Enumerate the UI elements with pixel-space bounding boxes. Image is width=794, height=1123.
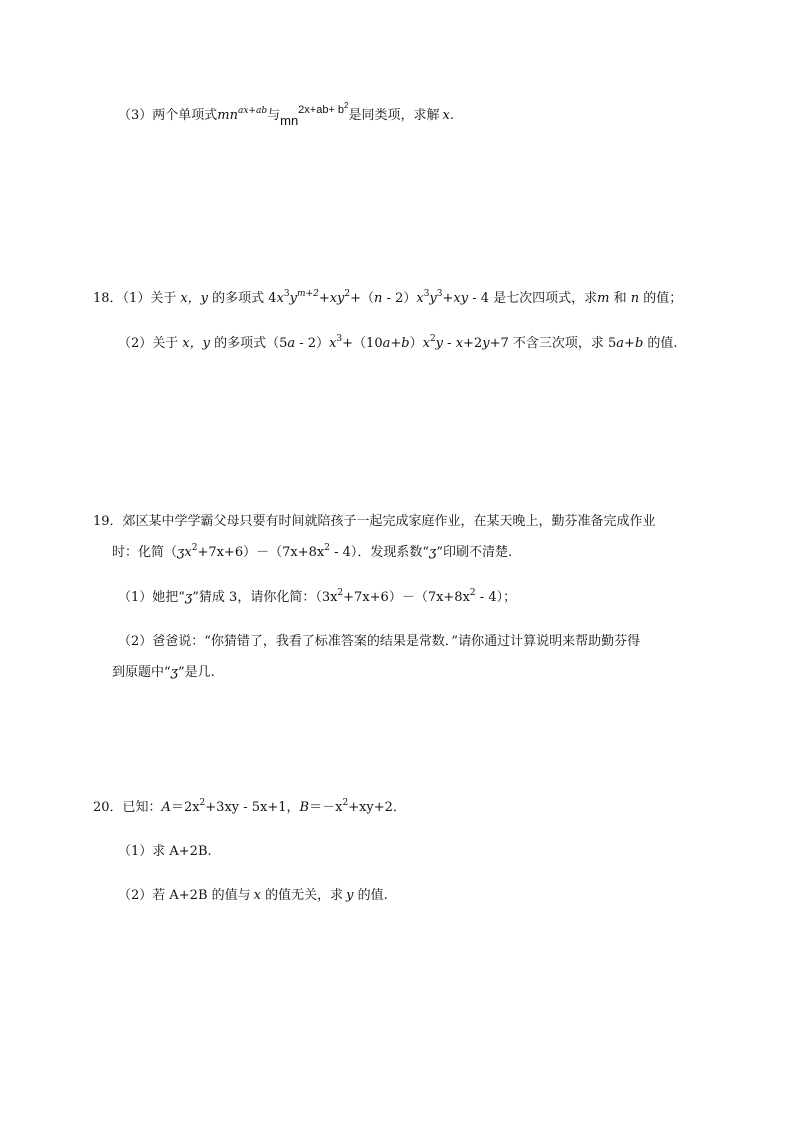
q18-a3: a: [616, 336, 625, 351]
q18-part1: [93, 290, 682, 308]
q20-intro: [93, 799, 406, 817]
q18-exp-mn: m+2: [297, 289, 319, 299]
q18-p2-f: +2: [463, 336, 483, 351]
q19-l2-a: 时：化简（: [112, 545, 178, 560]
q18-e3b: 3: [436, 289, 443, 299]
q19-p1-a: （1）她把“: [118, 590, 185, 605]
q19-l2-e: ”印刷不清楚.: [436, 545, 513, 560]
q18-e3c: 3: [336, 334, 343, 344]
q19-line1: 19．郊区某中学学霸父母只要有时间就陪孩子一起完成家庭作业，在某天晚上，勤芬准备完成作业: [93, 514, 656, 529]
q18-part2: [118, 335, 678, 353]
q17-var: x: [442, 108, 450, 123]
q18-minus4: - 4 是七次四项式，求: [468, 291, 598, 306]
q18-x2: x: [416, 291, 424, 306]
q18-he: 和: [609, 291, 631, 306]
q18-p2-c: +（10: [342, 336, 383, 351]
q18-plus-b: +b: [390, 336, 410, 351]
q18-end: 的值；: [639, 291, 683, 306]
monomial-1-base: mn: [217, 108, 238, 123]
q18-y2: y: [429, 291, 437, 306]
q18-p2-label: （2）关于: [118, 336, 179, 351]
monomial-2-exp: [298, 101, 349, 116]
q20-part2: [118, 887, 388, 905]
q20-B: B: [299, 800, 310, 815]
q18-b: b: [634, 336, 644, 351]
q20-part1: （1）求 A+2B.: [118, 844, 212, 859]
q18-p2-end: 的值.: [643, 336, 678, 351]
q20-rest1: +3xy - 5x+1，: [205, 800, 300, 815]
q19-l2-b: x: [184, 545, 192, 560]
q18-xy: +xy: [318, 291, 345, 306]
monomial-2-base: mn: [280, 113, 299, 128]
q19-sq1: 2: [191, 543, 198, 553]
q18-p2-h: +: [624, 336, 635, 351]
q17-end: .: [449, 108, 454, 123]
q18-p2-g: +7 不含三次项，求 5: [489, 336, 617, 351]
q18-p2-e: -: [443, 336, 456, 351]
q19-p2-b-a: 到原题中“: [112, 665, 171, 680]
q20-intro-a: 20．已知：: [93, 800, 162, 815]
q19-part2-line2: [112, 664, 215, 682]
q19-p1-c: +7x+6）－（7x+8x: [343, 590, 470, 605]
q18-a2: a: [382, 336, 391, 351]
q18-x4: x: [422, 336, 430, 351]
q19-p2-b-b: ”是几.: [178, 665, 215, 680]
q20-eq2: ＝－x: [309, 800, 343, 815]
q20-rest2: +xy+2．: [348, 800, 406, 815]
q20-x: x: [253, 888, 261, 903]
q18-x5: x: [455, 336, 464, 351]
q18-num: 18．（1）关于: [93, 291, 177, 306]
q18-n: n: [374, 291, 383, 306]
q20-eq1: ＝2x: [170, 800, 200, 815]
q20-p2-a: （2）若 A+2B 的值与: [118, 888, 251, 903]
q19-unclear-coef-2: ʒ: [429, 545, 437, 560]
q19-unclear-coef-4: ʒ: [170, 665, 178, 680]
q18-exp: 3: [283, 289, 290, 299]
q19-sq4: 2: [469, 588, 476, 598]
q19-part2-line1: （2）爸爸说：“你猜错了，我看了标准答案的结果是常数．”请你通过计算说明来帮助勤芬得: [118, 634, 641, 649]
q18-y3: y: [435, 336, 444, 351]
q18-vars: x，y: [180, 291, 209, 306]
q18-p2-a: 的多项式（5: [209, 336, 288, 351]
q19-sq3: 2: [337, 588, 344, 598]
q19-l2-d: - 4）．发现系数“: [329, 545, 430, 560]
q18-y4: y: [482, 336, 490, 351]
q17-part3-label: （3）两个单项式: [118, 108, 218, 123]
monomial-2-exp-text: 2x+ab+ b: [298, 104, 345, 116]
q18-e3: 3: [423, 289, 430, 299]
q20-p2-b: 的值无关，求: [261, 888, 344, 903]
q18-p2-d: ）: [409, 336, 423, 351]
q17-part3: [118, 101, 454, 128]
q19-l2-c: +7x+6）－（7x+8x: [197, 545, 325, 560]
q18-y: y: [289, 291, 297, 306]
q20-sq1: 2: [199, 798, 206, 808]
q18-paren: +（: [350, 291, 375, 306]
q18-p2-b: - 2）: [295, 336, 330, 351]
q19-sq2: 2: [324, 543, 330, 553]
q18-a1: a: [287, 336, 296, 351]
q18-text: 的多项式 4: [208, 291, 277, 306]
q20-y: y: [346, 888, 354, 903]
monomial-2-exp-sup: 2: [344, 101, 349, 110]
q17-yu: 与: [267, 108, 281, 123]
q18-xy2: +xy: [442, 291, 469, 306]
q17-tail: 是同类项，求解: [348, 108, 440, 123]
q18-n2: n: [630, 291, 640, 306]
q18-m: m: [597, 291, 610, 306]
q18-x3: x: [329, 336, 337, 351]
q19-unclear-coef-3: ʒ: [184, 590, 193, 605]
q19-p1-d: - 4）；: [475, 590, 517, 605]
monomial-1-exp: ax+ab: [237, 106, 268, 116]
q18-exp2: 2: [344, 289, 351, 299]
q18-x: x: [276, 291, 284, 306]
q19-unclear-coef: ʒ: [177, 545, 185, 560]
q18-minus2: - 2）: [382, 291, 417, 306]
q20-A: A: [161, 800, 171, 815]
q19-line2: [112, 544, 512, 562]
q18-p2-vars: x，y: [182, 336, 210, 351]
q20-p2-c: 的值.: [353, 888, 388, 903]
q18-e2: 2: [429, 334, 436, 344]
q19-p1-b: ”猜成 3，请你化简：（3x: [192, 590, 338, 605]
q20-sq2: 2: [342, 798, 349, 808]
q19-part1: [118, 589, 516, 607]
